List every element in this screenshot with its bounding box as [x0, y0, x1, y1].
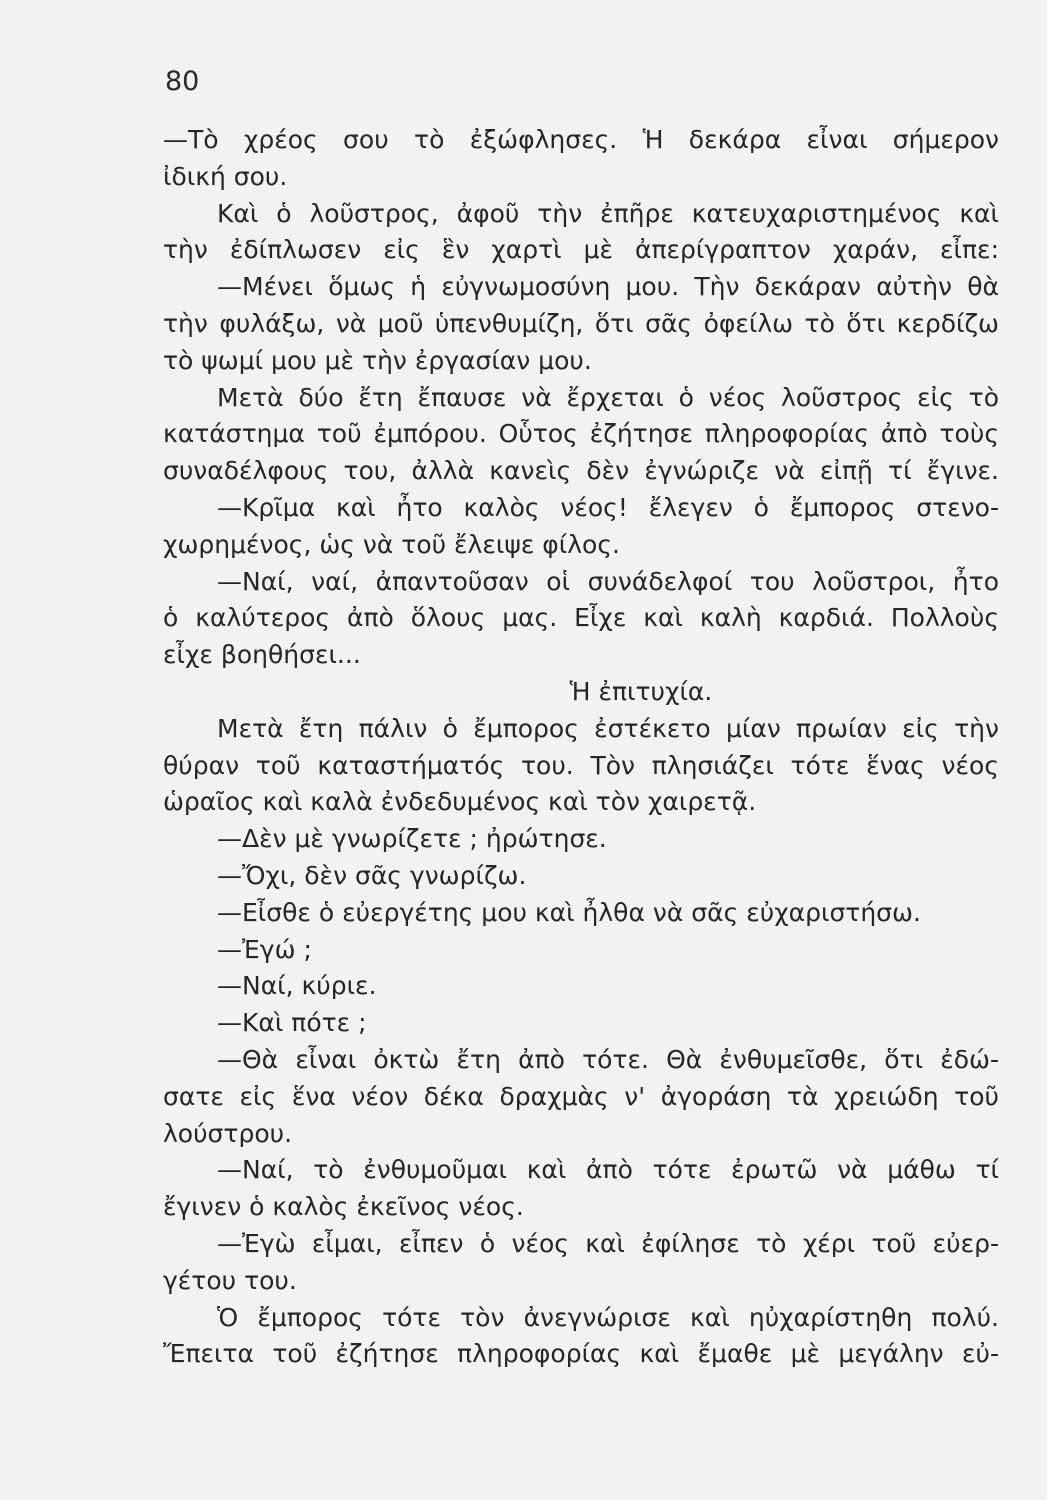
text-line: θύραν τοῦ καταστήματός του. Τὸν πλησιάζει τότε ἕνας νέος	[163, 750, 999, 780]
text-line: κατάστημα τοῦ ἐμπόρου. Οὗτος ἐζήτησε πληροφορίας ἀπὸ τοὺς	[163, 419, 999, 449]
text-line: —Ναί, κύριε.	[217, 971, 377, 1001]
text-line: —Ἐγὼ εἶμαι, εἶπεν ὁ νέος καὶ ἐφίλησε τὸ χέρι τοῦ εὐερ-	[217, 1228, 999, 1258]
text-line: σατε εἰς ἕνα νέον δέκα δραχμὰς ν' ἀγοράση τὰ χρειώδη τοῦ	[163, 1081, 999, 1111]
text-line: ἰδική σου.	[163, 161, 288, 191]
text-line: τὸ ψωμί μου μὲ τὴν ἐργασίαν μου.	[163, 345, 592, 375]
text-line: —Ἐγώ ;	[217, 934, 312, 964]
text-line: συναδέλφους του, ἀλλὰ κανεὶς δὲν ἐγνώριζε νὰ εἰπῇ τί ἔγινε.	[163, 456, 999, 486]
text-line: —Εἶσθε ὁ εὐεργέτης μου καὶ ἦλθα νὰ σᾶς εὐχαριστήσω.	[217, 897, 921, 927]
text-line: —Τὸ χρέος σου τὸ ἐξώφλησες. Ἡ δεκάρα εἶναι σήμερον	[163, 125, 999, 154]
text-line: —Ναί, τὸ ἐνθυμοῦμαι καὶ ἀπὸ τότε ἐρωτῶ νὰ μάθω τί	[217, 1155, 999, 1185]
text-line: ὁ καλύτερος ἀπὸ ὅλους μας. Εἶχε καὶ καλὴ καρδιά. Πολλοὺς	[163, 603, 999, 633]
text-line: γέτου του.	[163, 1265, 297, 1295]
text-line: Μετὰ δύο ἔτη ἔπαυσε νὰ ἔρχεται ὁ νέος λοῦστρος εἰς τὸ	[217, 382, 999, 412]
text-line: —Ὄχι, δὲν σᾶς γνωρίζω.	[217, 860, 527, 890]
text-line: τὴν φυλάξω, νὰ μοῦ ὑπενθυμίζη, ὅτι σᾶς ὀφείλω τὸ ὅτι κερδίζω	[163, 308, 999, 338]
page-text	[163, 122, 999, 1373]
text-line: λούστρου.	[163, 1118, 293, 1148]
text-line: ὡραῖος καὶ καλὰ ἐνδεδυμένος καὶ τὸν χαιρετᾷ.	[163, 787, 757, 817]
text-line: Μετὰ ἔτη πάλιν ὁ ἔμπορος ἐστέκετο μίαν πρωίαν εἰς τὴν	[217, 713, 999, 743]
page-number: 80	[165, 66, 200, 97]
text-line: εἶχε βοηθήσει...	[163, 640, 361, 670]
section-title: Ἡ ἐπιτυχία.	[569, 676, 713, 706]
text-line: Ἔπειτα τοῦ ἐζήτησε πληροφορίας καὶ ἔμαθε μὲ μεγάλην εὐ-	[163, 1339, 999, 1369]
text-line: —Θὰ εἶναι ὀκτὼ ἔτη ἀπὸ τότε. Θὰ ἐνθυμεῖσθε, ὅτι ἐδώ-	[217, 1044, 999, 1074]
text-line: τὴν ἐδίπλωσεν εἰς ἓν χαρτὶ μὲ ἀπερίγραπτον χαράν, εἶπε:	[163, 235, 999, 265]
text-line: —Ναί, ναί, ἀπαντοῦσαν οἱ συνάδελφοί του λοῦστροι, ἦτο	[217, 566, 999, 596]
text-line: χωρημένος, ὡς νὰ τοῦ ἔλειψε φίλος.	[163, 529, 620, 559]
text-line: —Δὲν μὲ γνωρίζετε ; ἠρώτησε.	[217, 824, 607, 854]
text-line: Καὶ ὁ λοῦστρος, ἀφοῦ τὴν ἐπῆρε κατευχαριστημένος καὶ	[217, 198, 999, 228]
text-line: —Μένει ὅμως ἡ εὐγνωμοσύνη μου. Τὴν δεκάραν αὐτὴν θὰ	[217, 272, 999, 302]
text-line: ἔγινεν ὁ καλὸς ἐκεῖνος νέος.	[163, 1192, 524, 1222]
text-line: Ὁ ἔμπορος τότε τὸν ἀνεγνώρισε καὶ ηὐχαρίστηθη πολύ.	[217, 1302, 999, 1332]
text-line: —Καὶ πότε ;	[217, 1008, 367, 1038]
text-line: —Κρῖμα καὶ ἦτο καλὸς νέος! ἔλεγεν ὁ ἔμπορος στενο-	[217, 492, 999, 522]
